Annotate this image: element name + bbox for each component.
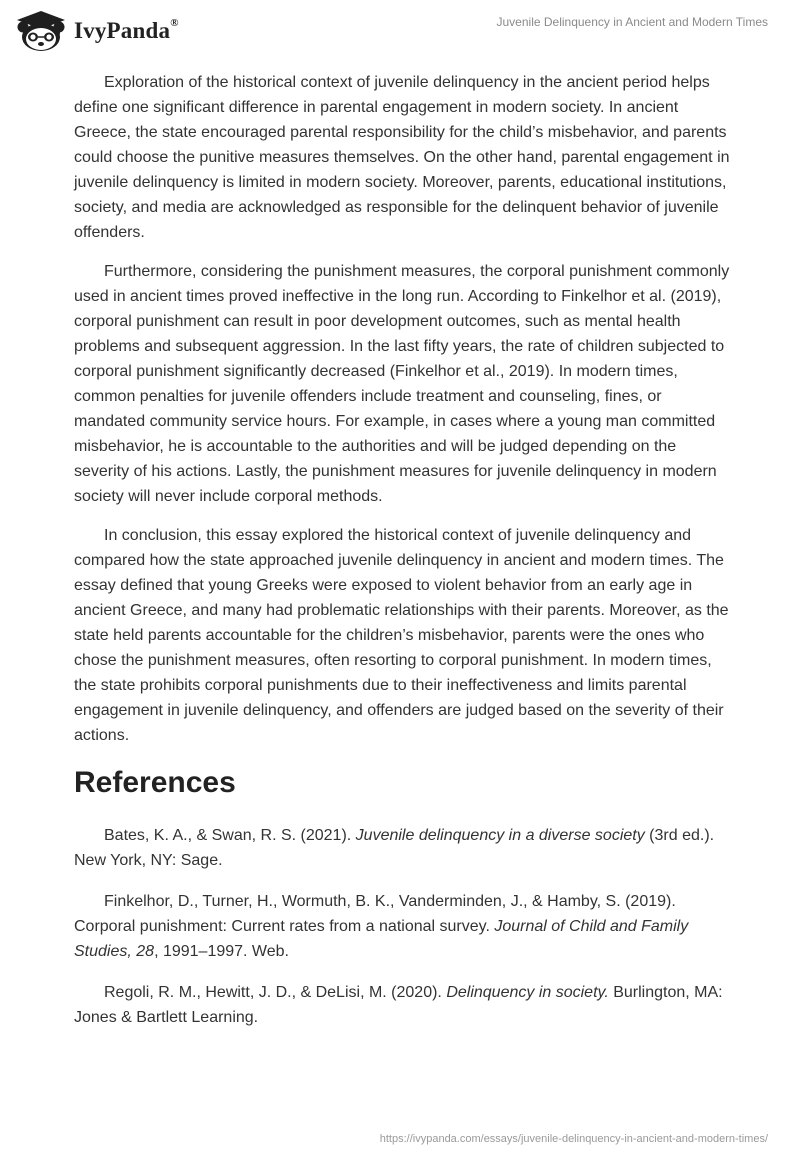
essay-content — [74, 70, 734, 1046]
reference-entry: Regoli, R. M., Hewitt, J. D., & DeLisi, M. (2020). Delinquency in society. Burlington, MA: Jones & Bartlett Learning. — [74, 984, 723, 1026]
reference-entry: Bates, K. A., & Swan, R. S. (2021). Juvenile delinquency in a diverse society (3rd ed.). New York, NY: Sage. — [74, 827, 715, 869]
source-url-link[interactable]: https://ivypanda.com/essays/juvenile-delinquency-in-ancient-and-modern-times/ — [379, 1133, 768, 1145]
reference-entry: Finkelhor, D., Turner, H., Wormuth, B. K., Vanderminden, J., & Hamby, S. (2019). Corporal punishment: Current rates from a national survey. Journal of Child and Family Studies, 28, 1991–1997. Web. — [74, 893, 689, 960]
brand-name: IvyPanda® — [74, 17, 179, 43]
page-header — [0, 0, 800, 60]
ivypanda-logo[interactable] — [14, 10, 179, 52]
panda-graduate-icon — [14, 10, 68, 52]
body-paragraph: Furthermore, considering the punishment measures, the corporal punishment commonly used in ancient times proved ineffective in the long run. According to Finkelhor et al. (2019), corporal punishment can result in poor development outcomes, such as mental health problems and subsequent aggression. In the last fifty years, the rate of children subjected to corporal punishment significantly decreased (Finkelhor et al., 2019). In modern times, common penalties for juvenile offenders include treatment and counseling, fines, or mandated community service hours. For example, in cases where a young man committed misbehavior, he is accountable to the authorities and will be judged depending on the severity of his actions. Lastly, the punishment measures for juvenile delinquency in modern society will never include corporal methods. — [74, 263, 730, 505]
references-heading: References — [74, 766, 236, 799]
body-paragraph: Exploration of the historical context of juvenile delinquency in the ancient period helps define one significant difference in parental engagement in modern society. In ancient Greece, the state encouraged parental responsibility for the child’s misbehavior, and parents could choose the punitive measures themselves. On the other hand, parental engagement in juvenile delinquency is limited in modern society. Moreover, parents, educational institutions, society, and media are acknowledged as responsible for the delinquent behavior of juvenile offenders. — [74, 74, 730, 241]
document-title: Juvenile Delinquency in Ancient and Modern Times — [496, 15, 768, 29]
body-paragraph: In conclusion, this essay explored the historical context of juvenile delinquency and compared how the state approached juvenile delinquency in ancient and modern times. The essay defined that young Greeks were exposed to violent behavior from an early age in ancient Greece, and many had problematic relationships with their parents. Moreover, as the state held parents accountable for the children’s misbehavior, parents were the ones who chose the punishment measures, often resorting to corporal punishment. In modern times, the state prohibits corporal punishments due to their ineffectiveness and limits parental engagement in juvenile delinquency, and offenders are judged based on the severity of their actions. — [74, 527, 729, 744]
